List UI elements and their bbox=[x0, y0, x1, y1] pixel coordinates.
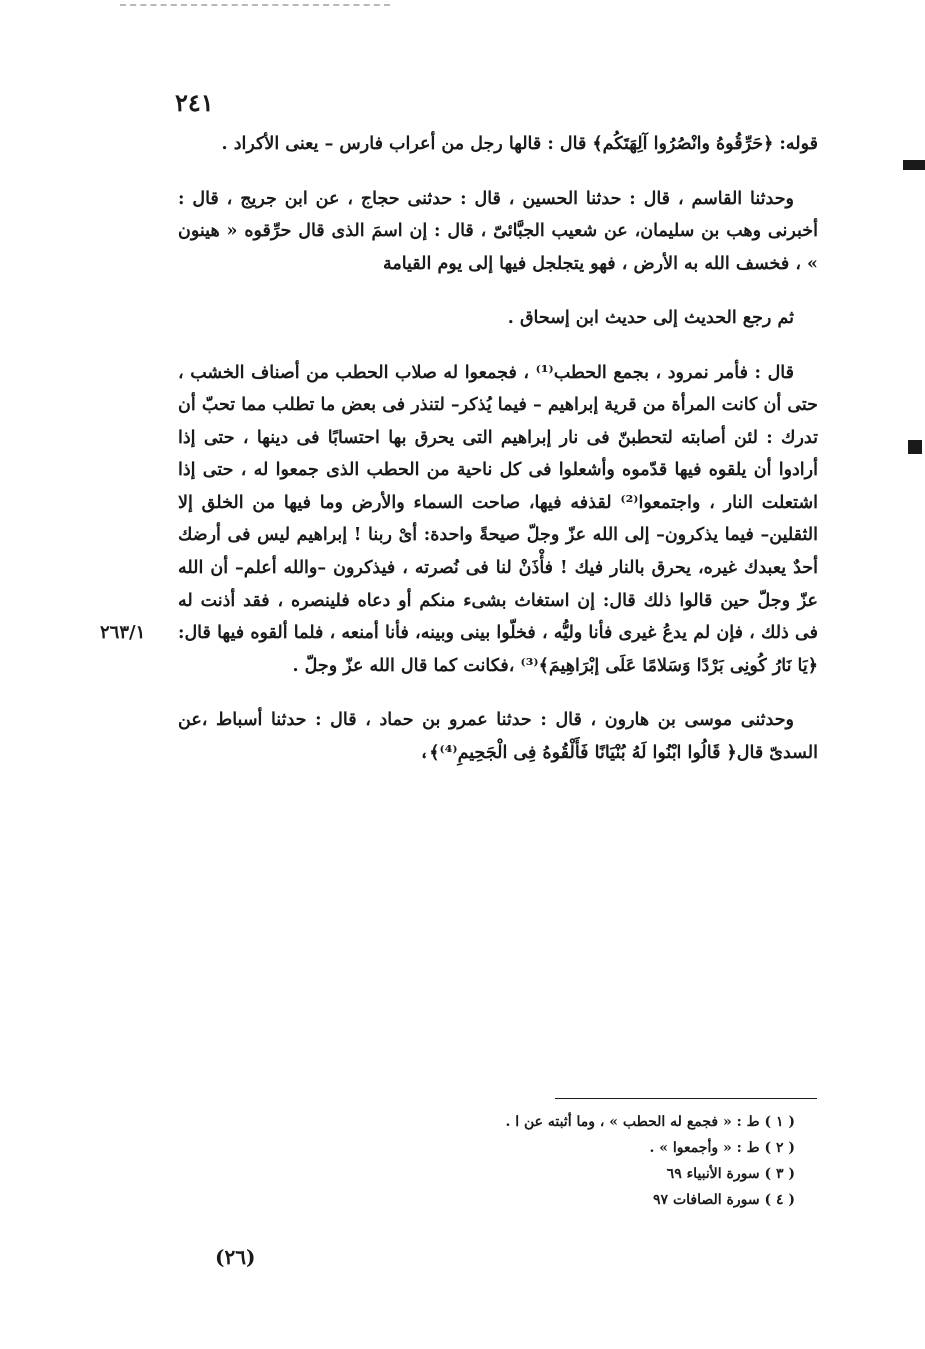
marginal-reference: ٢٦٣/١ bbox=[100, 622, 146, 643]
footnote: ( ٤ ) سورة الصافات ٩٧ bbox=[653, 1191, 795, 1208]
footnotes bbox=[400, 1110, 795, 1214]
folio-number: (٢٦) bbox=[215, 1245, 256, 1269]
main-text bbox=[178, 128, 818, 791]
top-dashed-rule bbox=[120, 4, 390, 6]
paragraph: وحدثنا القاسم ، قال : حدثنا الحسين ، قال : حدثنى حجاج ، عن ابن جريج ، قال : أخبرنى وهب بن سليمان، عن شعيب الجبَّائىّ ، قال : إن اسمَ الذى قال حرِّقوه « هينون » ، فخسف الله به الأرض ، فهو يتجلجل فيها إلى يوم القيامة bbox=[178, 188, 818, 274]
paragraph: وحدثنى موسى بن هارون ، قال : حدثنا عمرو بن حماد ، قال : حدثنا أسباط ،عن السدىّ قال﴿ قَالُوا ابْنُوا لَهُ بُنْيَانًا فَأَلْقُوهُ فِى الْجَحِيمِ⁽⁴⁾﴾، bbox=[178, 710, 818, 763]
footnote-divider bbox=[555, 1098, 817, 1099]
footnote: ( ٣ ) سورة الأنبياء ٦٩ bbox=[666, 1165, 795, 1182]
paragraph: قوله: ﴿حَرِّقُوهُ وانْصُرُوا آلِهَتَكُم﴾ قال : قالها رجل من أعراب فارس – يعنى الأكراد . bbox=[221, 134, 818, 154]
margin-mark bbox=[903, 160, 925, 170]
paragraph: قال : فأمر نمرود ، بجمع الحطب⁽¹⁾ ، فجمعوا له صلاب الحطب من أصناف الخشب ، حتى أن كانت المرأة من قرية إبراهيم – فيما يُذكر– لتنذر فى بعض ما تطلب مما تحبّ أن تدرك : لئن أصابته لتحطبنّ فى نار إبراهيم التى يحرق بها احتسابًا فى دينها ، حتى إذا أرادوا أن يلقوه فيها قدّموه وأشعلوا فى كل ناحية من الحطب الذى جمعوا له ، حتى إذا اشتعلت النار ، واجتمعوا⁽²⁾ لقذفه فيها، صاحت السماء والأرض وما فيها من الخلق إلا الثقلين– فيما يذكرون– إلى الله عزّ وجلّ صيحةً واحدة: أىْ ربنا ! إبراهيم ليس فى أرضك أحدٌ يعبدك غيره، يحرق بالنار فيك ! فأْذَنْ لنا فى نُصرته ، فيذكرون –والله أعلم– أن الله عزّ وجلّ حين قالوا ذلك قال: إن استغاث بشىء منكم أو دعاه فلينصره ، فقد أذنت له فى ذلك ، فإن لم يدعُ غيرى فأنا وليُّه ، فخلّوا بينى وبينه، فأنا أمنعه ، فلما ألقوه فيها قال: ﴿يَا نَارُ كُونِى بَرْدًا وَسَلامًا عَلَى إبْرَاهِيمَ﴾⁽³⁾ ،فكانت كما قال الله عزّ وجلّ . bbox=[178, 362, 818, 676]
footnote: ( ٢ ) ط : « وأجمعوا » . bbox=[649, 1139, 795, 1156]
paragraph: ثم رجع الحديث إلى حديث ابن إسحاق . bbox=[507, 308, 794, 329]
page-number: ٢٤١ bbox=[175, 88, 214, 117]
margin-mark bbox=[908, 440, 922, 454]
footnote: ( ١ ) ط : « فجمع له الحطب » ، وما أثبته عن ا . bbox=[505, 1114, 795, 1130]
